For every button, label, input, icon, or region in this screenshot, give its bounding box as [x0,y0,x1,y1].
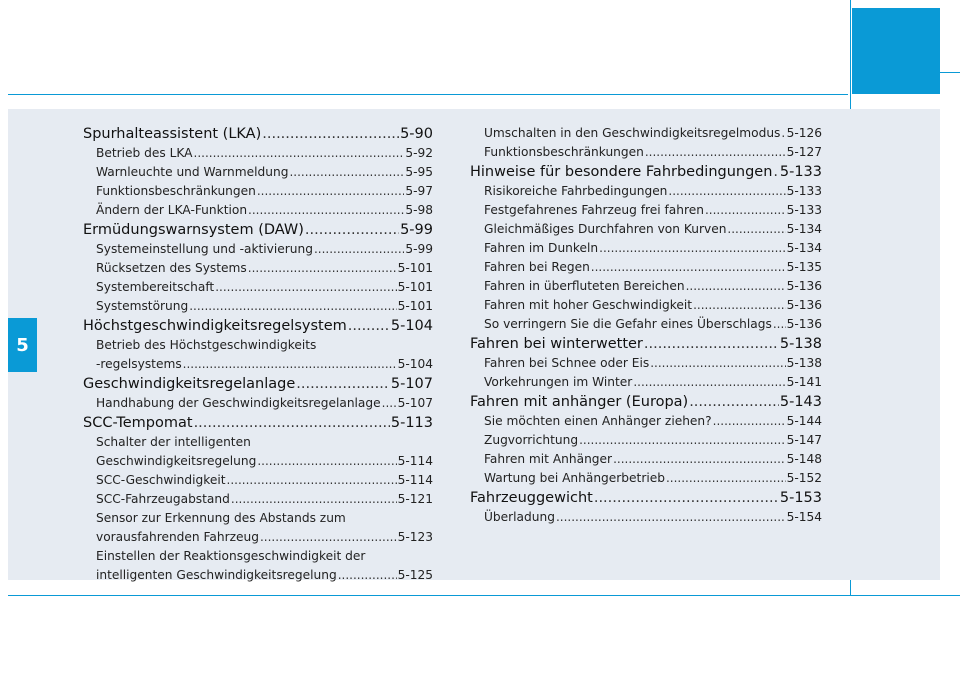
toc-leader-dots [305,220,399,240]
toc-entry-title: Fahren bei Schnee oder Eis [484,356,650,370]
toc-subsection-entry[interactable] [83,490,433,509]
toc-subsection-entry[interactable] [83,278,433,297]
toc-entry-page: 5-95 [405,165,433,179]
toc-subsection-entry[interactable] [83,355,433,374]
toc-leader-dots [382,394,397,413]
toc-entry-page: 5-99 [400,222,433,238]
toc-leader-dots [338,566,397,585]
toc-leader-dots [650,354,785,373]
toc-entry-page: 5-98 [405,203,433,217]
corner-block [852,8,940,94]
toc-leader-dots [231,490,397,509]
toc-leader-dots [189,297,396,316]
toc-section-entry[interactable] [83,124,433,144]
header-rule [8,94,848,95]
toc-leader-dots [579,431,786,450]
toc-entry-title: Risikoreiche Fahrbedingungen [484,184,668,198]
toc-leader-dots [257,182,404,201]
toc-leader-dots [194,413,390,433]
toc-leader-dots [289,163,404,182]
toc-entry-title: Systemstörung [96,299,189,313]
toc-leader-dots [668,182,785,201]
toc-entry-title: Geschwindigkeitsregelanlage [83,376,296,392]
toc-subsection-entry[interactable] [470,143,822,162]
toc-entry-title: Fahren in überfluteten Bereichen [484,279,685,293]
toc-subsection-entry[interactable] [470,508,822,527]
toc-entry-page: 5-113 [390,415,433,431]
toc-entry-title: Rücksetzen des Systems [96,261,247,275]
toc-entry-title: Höchstgeschwindigkeitsregelsystem [83,318,347,334]
toc-entry-title: Spurhalteassistent (LKA) [83,126,262,142]
toc-entry-title: Fahren mit anhänger (Europa) [470,394,689,410]
toc-subsection-entry[interactable] [83,547,433,566]
toc-entry-title: Funktionsbeschränkungen [484,145,644,159]
toc-section-entry[interactable] [470,392,822,412]
toc-entry-page: 5-141 [786,375,822,389]
toc-entry-title: -regelsystems [96,357,182,371]
toc-entry-page: 5-133 [786,203,822,217]
toc-entry-title: Systemeinstellung und -aktivierung [96,242,313,256]
toc-leader-dots [773,162,778,182]
toc-entry-page: 5-107 [390,376,433,392]
toc-entry-title: Sensor zur Erkennung des Abstands zum [96,511,346,525]
toc-leader-dots [666,469,786,488]
toc-subsection-entry[interactable] [83,433,433,452]
toc-section-entry[interactable] [83,220,433,240]
toc-entry-page: 5-144 [786,414,822,428]
toc-entry-title: Schalter der intelligenten [96,435,251,449]
toc-entry-title: Geschwindigkeitsregelung [96,454,257,468]
toc-entry-page: 5-133 [786,184,822,198]
toc-subsection-entry[interactable] [470,296,822,315]
toc-leader-dots [633,373,785,392]
toc-leader-dots [686,277,786,296]
toc-entry-title: Ändern der LKA-Funktion [96,203,248,217]
toc-leader-dots [260,528,397,547]
toc-leader-dots [727,220,785,239]
toc-leader-dots [599,239,785,258]
toc-subsection-entry[interactable] [470,220,822,239]
toc-entry-page: 5-123 [397,530,433,544]
toc-subsection-entry[interactable] [470,258,822,277]
toc-entry-title: Zugvorrichtung [484,433,579,447]
toc-entry-page: 5-101 [397,261,433,275]
toc-leader-dots [183,355,397,374]
toc-entry-page: 5-138 [786,356,822,370]
header-rule-right [940,72,960,73]
toc-subsection-entry[interactable] [83,182,433,201]
toc-entry-page: 5-143 [779,394,822,410]
toc-column-left [83,124,433,585]
toc-entry-page: 5-104 [397,357,433,371]
toc-section-entry[interactable] [470,488,822,508]
toc-entry-page: 5-101 [397,280,433,294]
toc-leader-dots [257,452,396,471]
toc-subsection-entry[interactable] [83,163,433,182]
toc-subsection-entry[interactable] [470,239,822,258]
toc-entry-title: Funktionsbeschränkungen [96,184,256,198]
toc-leader-dots [689,392,779,412]
toc-leader-dots [348,316,390,336]
toc-subsection-entry[interactable] [83,201,433,220]
toc-subsection-entry[interactable] [470,469,822,488]
toc-entry-page: 5-104 [390,318,433,334]
toc-entry-title: Fahren bei Regen [484,260,590,274]
toc-entry-title: Warnleuchte und Warnmeldung [96,165,289,179]
toc-leader-dots [296,374,390,394]
toc-subsection-entry[interactable] [83,336,433,355]
toc-leader-dots [773,315,786,334]
toc-section-entry[interactable] [83,374,433,394]
toc-subsection-entry[interactable] [470,315,822,334]
toc-leader-dots [705,201,786,220]
toc-subsection-entry[interactable] [83,471,433,490]
toc-entry-title: Gleichmäßiges Durchfahren von Kurven [484,222,727,236]
toc-entry-title: Systembereitschaft [96,280,215,294]
toc-entry-page: 5-154 [786,510,822,524]
toc-entry-page: 5-92 [405,146,433,160]
toc-leader-dots [314,240,404,259]
toc-entry-page: 5-138 [779,336,822,352]
toc-subsection-entry[interactable] [470,182,822,201]
toc-section-entry[interactable] [83,413,433,433]
toc-leader-dots [594,488,779,508]
toc-leader-dots [591,258,786,277]
toc-entry-title: intelligenten Geschwindigkeitsregelung [96,568,337,582]
toc-subsection-entry[interactable] [83,240,433,259]
toc-subsection-entry[interactable] [470,450,822,469]
toc-entry-title: Vorkehrungen im Winter [484,375,633,389]
toc-entry-title: Sie möchten einen Anhänger ziehen? [484,414,712,428]
toc-entry-title: Fahren im Dunkeln [484,241,599,255]
toc-entry-page: 5-153 [779,490,822,506]
toc-leader-dots [693,296,786,315]
toc-entry-page: 5-135 [786,260,822,274]
toc-entry-page: 5-101 [397,299,433,313]
toc-section-entry[interactable] [83,316,433,336]
toc-subsection-entry[interactable] [470,201,822,220]
toc-entry-title: So verringern Sie die Gefahr eines Überschlags [484,317,772,331]
toc-entry-page: 5-136 [786,317,822,331]
toc-leader-dots [248,259,397,278]
toc-entry-title: Umschalten in den Geschwindigkeitsregelmodus [484,126,781,140]
toc-section-entry[interactable] [470,162,822,182]
toc-subsection-entry[interactable] [470,431,822,450]
toc-leader-dots [215,278,396,297]
toc-leader-dots [613,450,786,469]
toc-entry-page: 5-121 [397,492,433,506]
toc-entry-title: Hinweise für besondere Fahrbedingungen [470,164,773,180]
toc-leader-dots [645,143,786,162]
toc-entry-title: Handhabung der Geschwindigkeitsregelanlage [96,396,381,410]
toc-leader-dots [713,412,786,431]
toc-section-entry[interactable] [470,334,822,354]
toc-entry-title: Fahrzeuggewicht [470,490,593,506]
toc-leader-dots [556,508,786,527]
toc-subsection-entry[interactable] [470,277,822,296]
toc-entry-title: SCC-Tempomat [83,415,193,431]
toc-entry-page: 5-107 [397,396,433,410]
toc-subsection-entry[interactable] [470,373,822,392]
toc-leader-dots [194,144,405,163]
toc-entry-page: 5-114 [397,454,433,468]
toc-entry-title: SCC-Geschwindigkeit [96,473,226,487]
toc-entry-title: Ermüdungswarnsystem (DAW) [83,222,304,238]
footer-rule [8,595,960,596]
toc-subsection-entry[interactable] [83,144,433,163]
toc-leader-dots [227,471,397,490]
toc-leader-dots [248,201,404,220]
toc-entry-title: Festgefahrenes Fahrzeug frei fahren [484,203,704,217]
toc-entry-page: 5-147 [786,433,822,447]
toc-entry-title: Fahren mit Anhänger [484,452,613,466]
toc-entry-page: 5-152 [786,471,822,485]
toc-entry-title: Einstellen der Reaktionsgeschwindigkeit der [96,549,366,563]
toc-entry-page: 5-148 [786,452,822,466]
toc-entry-page: 5-125 [397,568,433,582]
toc-subsection-entry[interactable] [83,259,433,278]
toc-entry-title: vorausfahrenden Fahrzeug [96,530,259,544]
toc-subsection-entry[interactable] [470,412,822,431]
toc-entry-page: 5-133 [779,164,822,180]
toc-entry-title: SCC-Fahrzeugabstand [96,492,230,506]
toc-entry-page: 5-114 [397,473,433,487]
toc-entry-page: 5-134 [786,222,822,236]
toc-entry-page: 5-97 [405,184,433,198]
toc-subsection-entry[interactable] [83,394,433,413]
toc-entry-title: Fahren bei winterwetter [470,336,643,352]
toc-subsection-entry[interactable] [83,297,433,316]
toc-subsection-entry[interactable] [83,452,433,471]
toc-entry-page: 5-126 [786,126,822,140]
chapter-number: 5 [16,334,29,356]
toc-entry-title: Betrieb des Höchstgeschwindigkeits [96,338,317,352]
toc-column-right [470,124,822,527]
toc-subsection-entry[interactable] [470,124,822,143]
toc-subsection-entry[interactable] [83,566,433,585]
chapter-tab [8,318,37,372]
toc-leader-dots [781,124,785,143]
toc-entry-page: 5-134 [786,241,822,255]
toc-entry-title: Fahren mit hoher Geschwindigkeit [484,298,693,312]
toc-subsection-entry[interactable] [83,528,433,547]
toc-leader-dots [262,124,399,144]
toc-subsection-entry[interactable] [470,354,822,373]
toc-entry-page: 5-99 [405,242,433,256]
toc-entry-title: Betrieb des LKA [96,146,193,160]
toc-leader-dots [644,334,779,354]
toc-subsection-entry[interactable] [83,509,433,528]
toc-entry-page: 5-90 [400,126,433,142]
toc-entry-page: 5-136 [786,298,822,312]
toc-entry-title: Wartung bei Anhängerbetrieb [484,471,665,485]
toc-entry-page: 5-127 [786,145,822,159]
toc-entry-page: 5-136 [786,279,822,293]
toc-entry-title: Überladung [484,510,555,524]
